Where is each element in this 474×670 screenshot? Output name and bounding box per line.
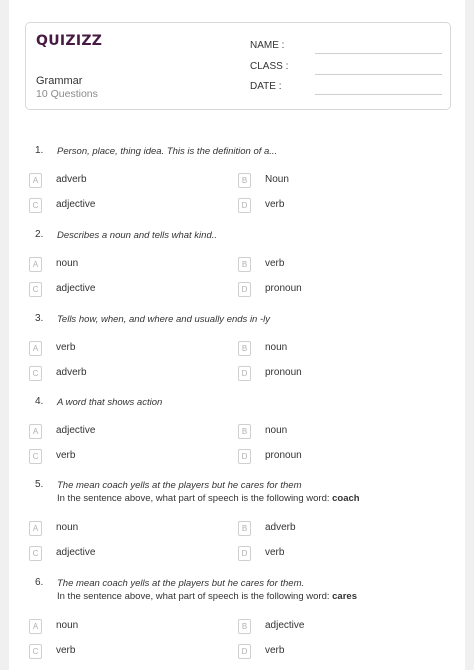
option-text: adjective (56, 283, 96, 294)
question-text: Tells how, when, and where and usually ends in -ly (57, 314, 270, 325)
option-letter-box[interactable]: D (238, 366, 251, 381)
option-letter-box[interactable]: D (238, 644, 251, 659)
option-letter-box[interactable]: D (238, 282, 251, 297)
question-subtext (57, 492, 447, 505)
question-number: 1. (35, 145, 44, 156)
question-number: 3. (35, 313, 44, 324)
option-letter-box[interactable]: A (29, 424, 42, 439)
quizizz-logo: QUIZIZZ (36, 33, 103, 49)
question-text: The mean coach yells at the players but he cares for them (57, 480, 302, 491)
question-number: 2. (35, 229, 44, 240)
option-letter-box[interactable]: A (29, 173, 42, 188)
option-text: verb (56, 645, 76, 656)
option-text: adjective (56, 199, 96, 210)
name-field[interactable] (250, 40, 442, 54)
date-label: DATE : (250, 81, 282, 92)
option-letter-box[interactable]: C (29, 198, 42, 213)
question-subtext-plain: In the sentence above, what part of speech is the following word: (57, 493, 333, 504)
worksheet-title: Grammar (36, 75, 83, 87)
option-letter-box[interactable]: B (238, 521, 251, 536)
option-text: verb (265, 258, 285, 269)
option-letter-box[interactable]: B (238, 424, 251, 439)
option-text: verb (265, 547, 285, 558)
option-letter-box[interactable]: D (238, 198, 251, 213)
option-letter-box[interactable]: D (238, 449, 251, 464)
question-keyword: cares (332, 591, 357, 602)
option-text: verb (265, 199, 285, 210)
option-text: adverb (56, 367, 87, 378)
worksheet-subtitle: 10 Questions (36, 88, 98, 100)
option-letter-box[interactable]: C (29, 546, 42, 561)
date-line[interactable] (315, 94, 442, 95)
option-text: verb (56, 342, 76, 353)
option-text: noun (56, 258, 79, 269)
question-text: The mean coach yells at the players but he cares for them. (57, 578, 305, 589)
question-number: 5. (35, 479, 44, 490)
option-letter-box[interactable]: D (238, 546, 251, 561)
option-text: noun (265, 342, 288, 353)
question-text: Describes a noun and tells what kind.. (57, 230, 218, 241)
option-letter-box[interactable]: B (238, 257, 251, 272)
option-letter-box[interactable]: C (29, 644, 42, 659)
question-number: 4. (35, 396, 44, 407)
option-text: pronoun (265, 283, 302, 294)
option-letter-box[interactable]: B (238, 619, 251, 634)
question-keyword: coach (332, 493, 360, 504)
option-letter-box[interactable]: B (238, 173, 251, 188)
option-letter-box[interactable]: C (29, 282, 42, 297)
option-text: verb (265, 645, 285, 656)
option-letter-box[interactable]: B (238, 341, 251, 356)
date-field[interactable] (250, 81, 442, 95)
option-letter-box[interactable]: A (29, 341, 42, 356)
option-letter-box[interactable]: C (29, 449, 42, 464)
option-text: Noun (265, 174, 289, 185)
worksheet-page (9, 0, 465, 670)
worksheet-header (25, 22, 451, 110)
option-text: adjective (56, 425, 96, 436)
name-label: NAME : (250, 40, 285, 51)
question-text: Person, place, thing idea. This is the definition of a... (57, 146, 278, 157)
class-label: CLASS : (250, 61, 289, 72)
option-text: adjective (56, 547, 96, 558)
option-letter-box[interactable]: A (29, 521, 42, 536)
option-text: adverb (56, 174, 87, 185)
option-text: noun (56, 620, 79, 631)
option-text: adjective (265, 620, 305, 631)
option-text: verb (56, 450, 76, 461)
name-line[interactable] (315, 53, 442, 54)
option-text: pronoun (265, 450, 302, 461)
question-subtext-plain: In the sentence above, what part of speech is the following word: (57, 591, 333, 602)
option-letter-box[interactable]: A (29, 619, 42, 634)
option-text: pronoun (265, 367, 302, 378)
question-text: A word that shows action (57, 397, 163, 408)
option-text: noun (265, 425, 288, 436)
class-field[interactable] (250, 61, 442, 75)
option-letter-box[interactable]: C (29, 366, 42, 381)
option-text: noun (56, 522, 79, 533)
option-letter-box[interactable]: A (29, 257, 42, 272)
class-line[interactable] (315, 74, 442, 75)
question-subtext (57, 590, 447, 603)
question-number: 6. (35, 577, 44, 588)
option-text: adverb (265, 522, 296, 533)
